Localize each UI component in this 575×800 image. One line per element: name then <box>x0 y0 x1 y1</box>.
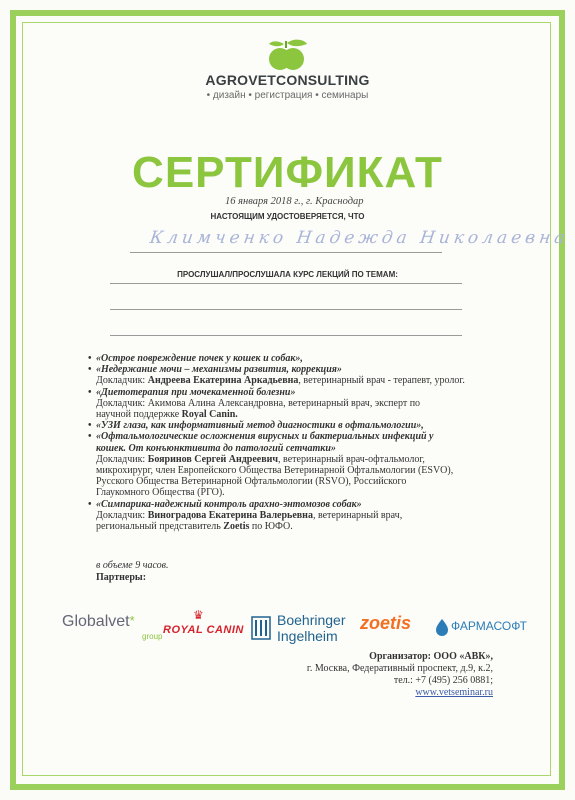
divider-3 <box>110 335 462 336</box>
recipient-name: Климченко Надежда Николаевна <box>148 228 570 248</box>
name-underline <box>130 252 442 253</box>
speaker-line: региональный представитель Zoetis по ЮФО. <box>96 521 293 533</box>
divider-2 <box>110 309 462 310</box>
course-hours: в объеме 9 часов. <box>96 560 169 571</box>
partners-label: Партнеры: <box>96 572 147 583</box>
boehringer-logo: Boehringer Ingelheim <box>277 612 346 644</box>
speaker-line: Русского Общества Ветеринарной Офтальмологии (RSVO), Российского <box>96 476 407 488</box>
crown-icon: ♛ <box>193 608 204 622</box>
royal-canin-logo: ROYAL CANIN <box>163 624 244 636</box>
certify-line: НАСТОЯЩИМ УДОСТОВЕРЯЕТСЯ, ЧТО <box>210 212 365 221</box>
speaker-line: Докладчик: Акимова Алина Александровна, ветеринарный врач, эксперт по <box>96 397 421 409</box>
organizer-phone: тел.: +7 (495) 256 0881; <box>393 675 493 686</box>
date-place: 16 января 2018 г., г. Краснодар <box>225 196 364 207</box>
course-line: ПРОСЛУШАЛ/ПРОСЛУШАЛА КУРС ЛЕКЦИЙ ПО ТЕМАМ: <box>177 270 398 279</box>
lecture-topic: • «УЗИ глаза, как информативный метод диагностики в офтальмологии», <box>96 420 476 431</box>
divider-1 <box>110 283 462 284</box>
boehringer-building-icon <box>251 614 271 640</box>
farmasoft-logo: ФАРМАСОФТ <box>451 619 527 633</box>
globalvet-sub: group <box>142 632 163 641</box>
speaker-line: научной поддержке Royal Canin. <box>96 409 238 421</box>
zoetis-logo: zoetis <box>360 613 412 633</box>
lecture-list <box>96 353 476 532</box>
organizer-label: Организатор: ООО «АВК», <box>369 651 493 662</box>
speaker-line: Докладчик: Бояринов Сергей Андреевич, ветеринарный врач-офтальмолог, <box>96 453 425 465</box>
organizer-address: г. Москва, Федеративный проспект, д.9, к.2, <box>306 663 493 674</box>
brand-tagline: • дизайн • регистрация • семинары <box>206 90 369 101</box>
speaker-line: Докладчик: Андреева Екатерина Аркадьевна, ветеринарный врач - терапевт, уролог. <box>96 375 465 387</box>
organizer-website-link[interactable]: www.vetseminar.ru <box>415 687 493 698</box>
lecture-topic: • «Острое повреждение почек у кошек и собак», <box>96 353 476 364</box>
speaker-line: микрохирург, член Европейского Общества Ветеринарной Офтальмологии (ESVO), <box>96 465 454 477</box>
lecture-topic-cont: кошек. От конъюнктивита до патологий сетчатки» <box>96 442 336 454</box>
speaker-line: Глаукомного Общества (РГО). <box>96 487 225 499</box>
lecture-topic: • «Офтальмологические осложнения вирусных и бактериальных инфекций у <box>96 431 476 442</box>
farmasoft-drop-icon <box>433 618 451 636</box>
speaker-line: Докладчик: Виноградова Екатерина Валерьевна, ветеринарный врач, <box>96 509 403 521</box>
globalvet-logo: Globalvet* <box>62 613 135 630</box>
lecture-topic: • «Симпарика-надежный контроль арахно-энтомозов собак» <box>96 499 476 510</box>
lecture-topic: • «Диетотерапия при мочекаменной болезни» <box>96 387 476 398</box>
certificate-title: СЕРТИФИКАТ <box>132 148 443 197</box>
brand-name: AGROVETCONSULTING <box>205 72 370 88</box>
apple-leaf-logo-icon <box>255 38 319 72</box>
lecture-topic: • «Недержание мочи – механизмы развития, коррекция» <box>96 364 476 375</box>
